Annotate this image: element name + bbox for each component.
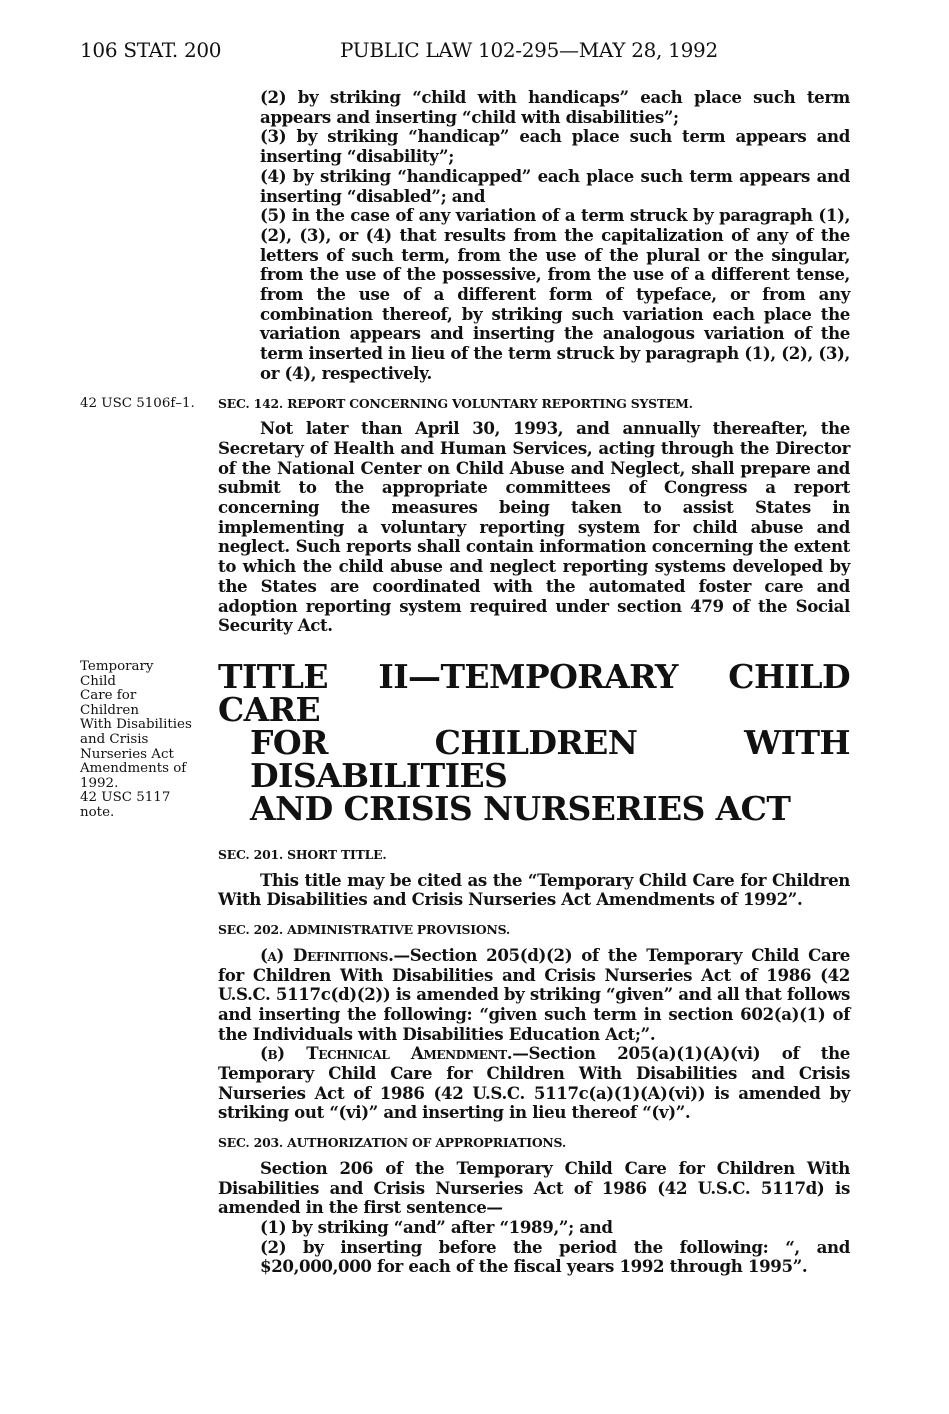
main-text-column [218,88,850,1277]
subsection-a-text: —Section 205(d)(2) of the Temporary Child Care for Children With Disabilities and Crisis Nurseries Act of 1986 (42 U.S.C. 5117c(d)(2)) is amended by striking “given” and all that follows and inserting the following: “given such term in section 602(a)(1) of the Individuals with Disabilities Education Act;”. [218,944,850,1044]
subsection-b-label: (b) Technical Amendment. [260,1043,513,1064]
title-2-line-3: AND CRISIS NURSERIES ACT [250,788,791,828]
paragraph-5: (5) in the case of any variation of a term struck by paragraph (1), (2), (3), or (4) that results from the capitalization of any of the letters of such term, from the use of the plural or the singular, from the use of the possessive, from the use of a different tense, from the use of a different form of typeface, or from any combination thereof, by striking such variation each place the variation appears and inserting the analogous variation of the term inserted in lieu of the term struck by paragraph (1), (2), (3), or (4), respectively. [260,205,850,383]
public-law-running-head: PUBLIC LAW 102-295—MAY 28, 1992 [340,38,718,62]
page-header [80,38,880,68]
margin-line: Child [80,673,117,689]
margin-line: Nurseries Act [80,746,174,762]
margin-line: Amendments of [80,761,187,777]
paragraph-3: (3) by striking “handicap” each place such term appears and inserting “disability”; [260,126,850,167]
margin-line: Care for [80,688,137,704]
section-202-heading: SEC. 202. ADMINISTRATIVE PROVISIONS. [218,922,511,938]
section-142-heading: SEC. 142. REPORT CONCERNING VOLUNTARY REPORTING SYSTEM. [218,395,693,411]
section-202-subsection-a [218,946,850,1045]
margin-line: Temporary [80,659,154,674]
margin-line: note. [80,804,115,820]
margin-note-title-2 [80,660,215,821]
section-203-body: Section 206 of the Temporary Child Care for Children With Disabilities and Crisis Nurseries Act of 1986 (42 U.S.C. 5117d) is amended in the first sentence— [218,1157,850,1218]
margin-line: With Disabilities [80,717,192,733]
section-203-heading: SEC. 203. AUTHORIZATION OF APPROPRIATIONS. [218,1135,566,1151]
margin-line: and Crisis [80,731,149,747]
margin-line: 1992. [80,775,119,791]
section-142-body: Not later than April 30, 1993, and annually thereafter, the Secretary of Health and Human Services, acting through the Director of the National Center on Child Abuse and Neglect, shall prepare and submit to the appropriate committees of Congress a report concerning the measures being taken to assist States in implementing a voluntary reporting system for child abuse and neglect. Such reports shall contain information concerning the extent to which the child abuse and neglect reporting systems developed by the States are coordinated with the automated foster care and adoption reporting system required under section 479 of the Social Security Act. [218,418,850,636]
title-2-heading [218,656,850,828]
section-202-subsection-b [218,1044,850,1123]
section-203-item-2: (2) by inserting before the period the following: “, and $20,000,000 for each of the fiscal years 1992 through 1995”. [260,1236,850,1277]
subsection-b-text: —Section 205(a)(1)(A)(vi) of the Temporary Child Care for Children With Disabilities and Crisis Nurseries Act of 1986 (42 U.S.C. 5117c(a)(1)(A)(vi)) is amended by striking out “(vi)” and inserting in lieu thereof “(v)”. [218,1043,850,1123]
paragraph-2: (2) by striking “child with handicaps” each place such term appears and inserting “child with disabilities”; [260,87,850,127]
section-203-item-1: (1) by striking “and” after “1989,”; and [260,1216,613,1237]
section-201-body: This title may be cited as the “Temporary Child Care for Children With Disabilities and Crisis Nurseries Act Amendments of 1992”. [218,869,850,910]
title-2-line-1: TITLE II—TEMPORARY CHILD CARE [218,656,850,729]
section-201-heading: SEC. 201. SHORT TITLE. [218,846,387,862]
margin-note-usc-5106f: 42 USC 5106f–1. [80,396,195,411]
statute-page-number: 106 STAT. 200 [80,38,222,62]
margin-line: 42 USC 5117 [80,790,171,806]
paragraph-4: (4) by striking “handicapped” each place such term appears and inserting “disabled”; and [260,165,850,206]
title-2-line-2: FOR CHILDREN WITH DISABILITIES [250,722,850,795]
subsection-a-label: (a) Definitions. [260,944,394,965]
margin-line: Children [80,702,139,718]
